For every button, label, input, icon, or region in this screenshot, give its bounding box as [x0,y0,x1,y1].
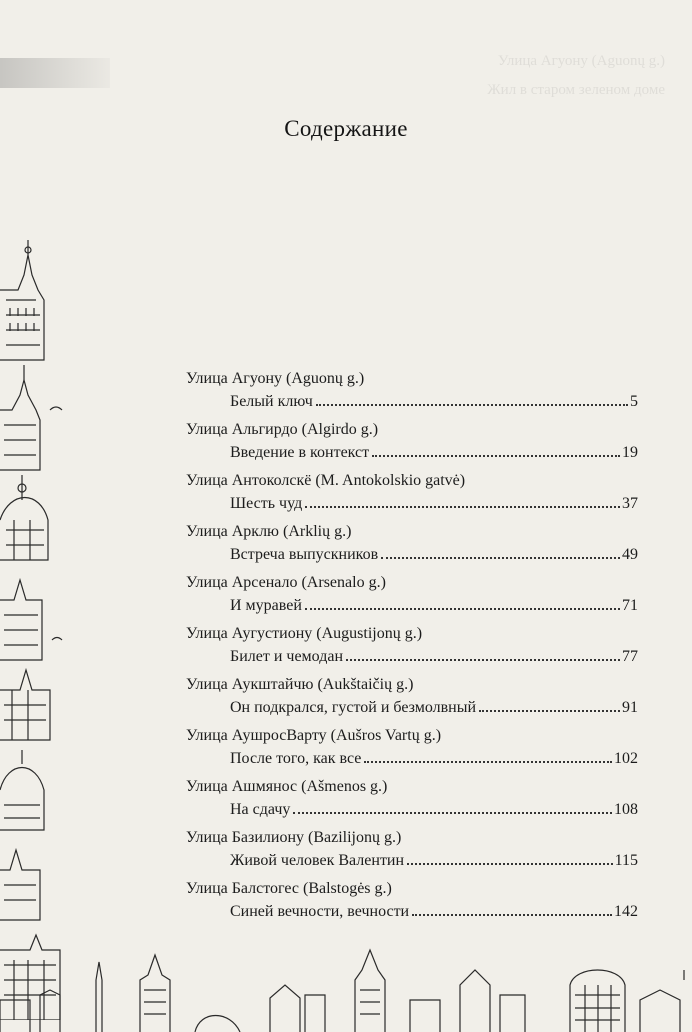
toc-story-title: Живой человек Валентин [230,852,405,869]
toc-story-line[interactable] [186,696,638,720]
toc-street: Улица Альгирдо (Algirdo g.) [186,421,379,438]
bleed-through-band [0,58,110,88]
toc-page-number: 5 [630,393,638,410]
toc-story-title: Шесть чуд [230,495,303,512]
toc-page-number: 142 [614,903,638,920]
toc-story-line[interactable] [186,747,638,771]
toc-story-title: Белый ключ [230,393,313,410]
toc-street: Улица Ашмянос (Ašmenos g.) [186,778,388,795]
leader-dots [407,863,613,865]
leader-dots [372,455,620,457]
toc-street: Улица АушросВарту (Aušros Vartų g.) [186,727,442,744]
toc-story-title: И муравей [230,597,302,614]
city-skyline-illustration [0,940,692,1032]
toc-entry [186,572,638,623]
toc-entry [186,878,638,929]
toc-street: Улица Антоколскё (M. Antokolskio gatvė) [186,472,466,489]
toc-story-line[interactable] [186,900,638,924]
toc-street: Улица Аугустиону (Augustijonų g.) [186,625,423,642]
toc-entry [186,776,638,827]
leader-dots [305,608,620,610]
toc-page-number: 37 [622,495,638,512]
toc-street: Улица Арсенало (Arsenalo g.) [186,574,386,591]
city-spires-illustration [0,220,80,1020]
toc-story-line[interactable] [186,645,638,669]
toc-story-line[interactable] [186,390,638,414]
leader-dots [316,404,628,406]
toc-story-title: Синей вечности, вечности [230,903,410,920]
toc-story-title: Билет и чемодан [230,648,344,665]
toc-story-title: Введение в контекст [230,444,370,461]
toc-page-number: 102 [614,750,638,767]
toc-story-line[interactable] [186,441,638,465]
toc-story-line[interactable] [186,849,638,873]
leader-dots [346,659,620,661]
toc-entry [186,674,638,725]
toc-street: Улица Аукштайчю (Aukštaičių g.) [186,676,414,693]
toc-street: Улица Арклю (Arklių g.) [186,523,352,540]
toc-page-number: 19 [622,444,638,461]
leader-dots [305,506,620,508]
page-title: Содержание [284,116,408,141]
leader-dots [293,812,612,814]
toc-story-line[interactable] [186,492,638,516]
toc-street: Улица Базилиону (Bazilijonų g.) [186,829,402,846]
toc-story-line[interactable] [186,798,638,822]
toc-story-title: Он подкрался, густой и безмолвный [230,699,477,716]
toc-story-title: На сдачу [230,801,291,818]
toc-page-number: 108 [614,801,638,818]
leader-dots [479,710,620,712]
toc-entry [186,368,638,419]
toc-entry [186,419,638,470]
toc-street: Улица Агуону (Aguonų g.) [186,370,365,387]
toc-entry [186,827,638,878]
toc-story-line[interactable] [186,594,638,618]
table-of-contents [186,368,638,929]
toc-page-number: 71 [622,597,638,614]
toc-story-title: Встреча выпускников [230,546,379,563]
toc-entry [186,470,638,521]
toc-page-number: 115 [614,852,638,869]
toc-entry [186,623,638,674]
faded-header-line-2: Жил в старом зеленом доме [487,82,665,98]
toc-street: Улица Балстогес (Balstogės g.) [186,880,392,897]
toc-page-number: 91 [622,699,638,716]
toc-entry [186,521,638,572]
leader-dots [381,557,620,559]
toc-page-number: 49 [622,546,638,563]
toc-page-number: 77 [622,648,638,665]
leader-dots [364,761,612,763]
toc-entry [186,725,638,776]
leader-dots [412,914,612,916]
toc-story-line[interactable] [186,543,638,567]
toc-story-title: После того, как все [230,750,362,767]
faded-header-line-1: Улица Агуону (Aguonų g.) [497,53,665,69]
